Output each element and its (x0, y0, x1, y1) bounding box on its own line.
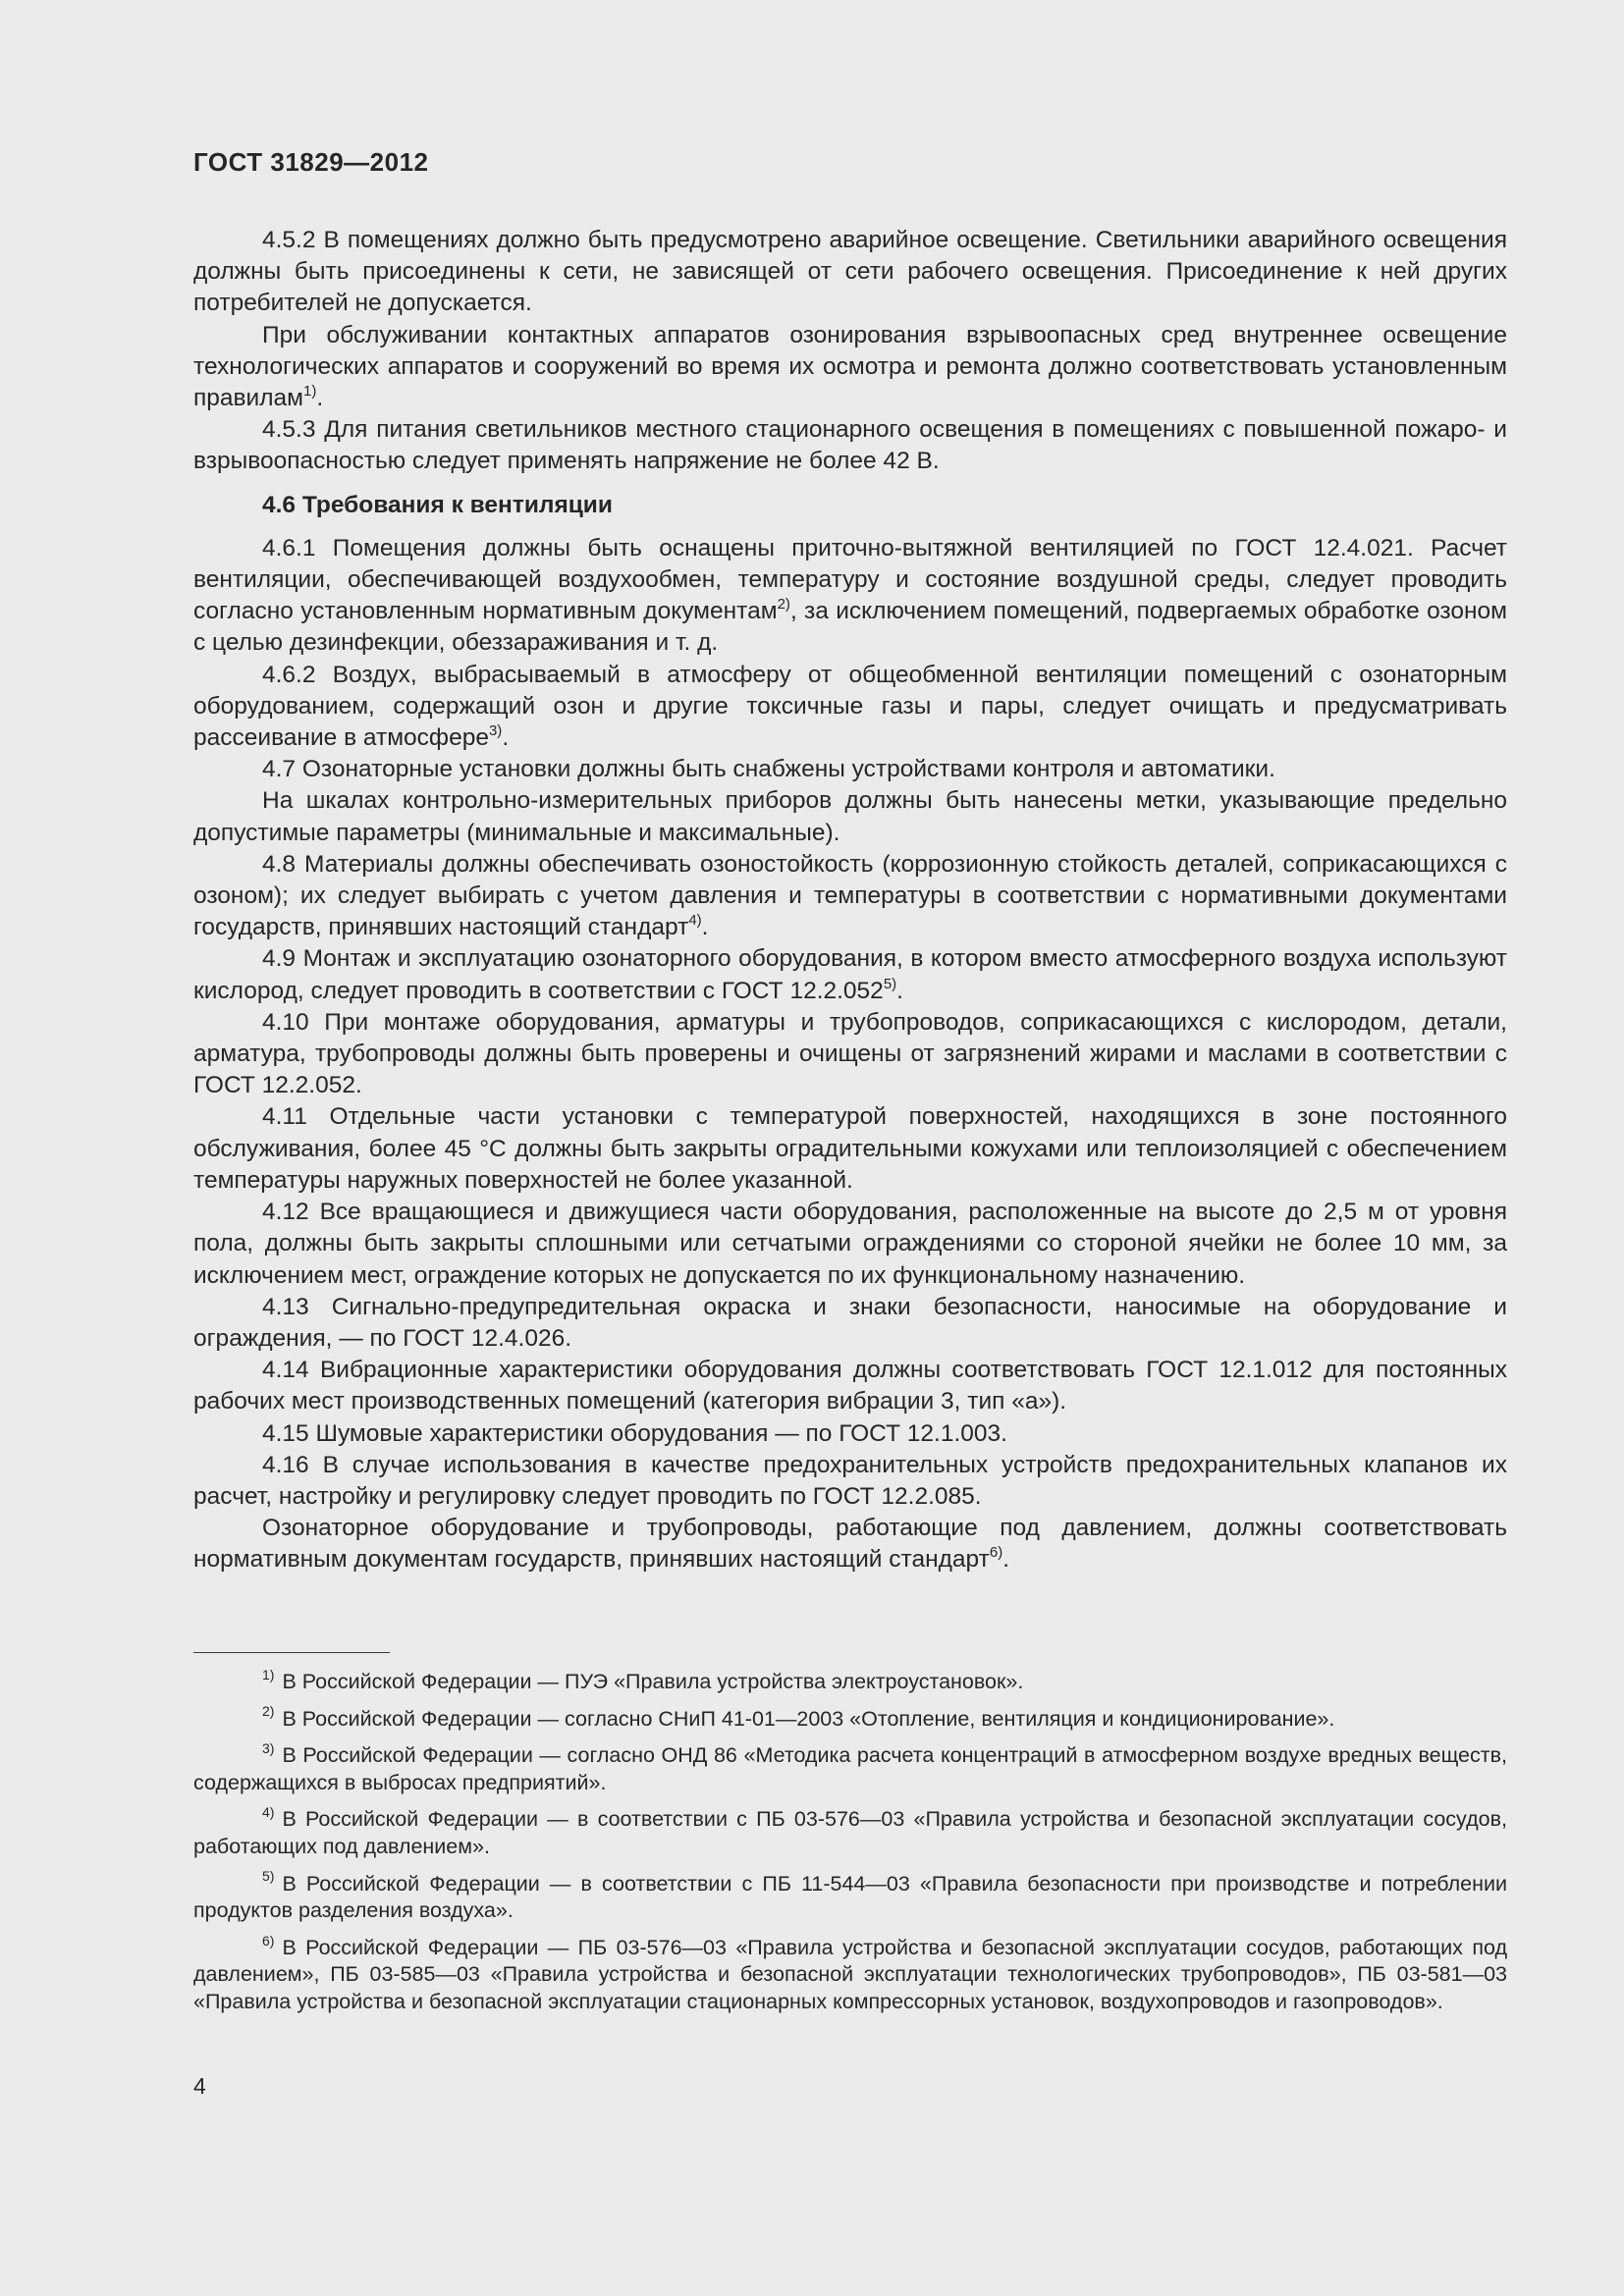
paragraph-4-14: 4.14 Вибрационные характеристики оборудования должны соответствовать ГОСТ 12.1.012 для постоянных рабочих мест производственных помещений (категория вибрации 3, тип «а»). (193, 1357, 1507, 1415)
paragraph-instrument-scales: На шкалах контрольно-измерительных приборов должны быть нанесены метки, указывающие предельно допустимые параметры (минимальные и максимальные). (193, 787, 1507, 846)
footnote-4: $^{4)}$ В Российской Федерации — в соответствии с ПБ 03-576—03 «Правила устройства и безопасной эксплуатации сосудов, работающих под давлением». (193, 1804, 1507, 1858)
paragraph-lighting-ozonation: При обслуживании контактных аппаратов озонирования взрывоопасных сред внутреннее освещение технологических аппаратов и сооружений во время их осмотра и ремонта должно соответствовать установленным правилам$^{1)}$. (193, 321, 1507, 412)
paragraph-4-5-3: 4.5.3 Для питания светильников местного стационарного освещения в помещениях с повышенной пожаро- и взрывоопасностью следует применять напряжение не более 42 В. (193, 416, 1507, 475)
footnote-ref-5[interactable]: 5) (883, 975, 897, 992)
paragraph-4-8: 4.8 Материалы должны обеспечивать озоностойкость (коррозионную стойкость деталей, соприкасающихся с озоном); их следует выбирать с учетом давления и температуры в соответствии с нормативными документами государств, принявших настоящий стандарт$^{4)}$. (193, 850, 1507, 941)
paragraph-4-9: 4.9 Монтаж и эксплуатацию озонаторного оборудования, в котором вместо атмосферного воздуха используют кислород, следует проводить в соответствии с ГОСТ 12.2.052$^{5)}$. (193, 945, 1507, 1004)
footnotes (193, 1666, 1507, 2026)
paragraph-4-5-2: 4.5.2 В помещениях должно быть предусмотрено аварийное освещение. Светильники аварийного освещения должны быть присоединены к сети, не зависящей от сети рабочего освещения. Присоединение к ней других потребителей не допускается. (193, 227, 1507, 317)
footnote-separator (193, 1652, 390, 1653)
paragraph-pressure-equipment: Озонаторное оборудование и трубопроводы, работающие под давлением, должны соответствовать нормативным документам государств, принявших настоящий стандарт$^{6)}$. (193, 1515, 1507, 1574)
body-text (193, 225, 1507, 1576)
footnote-5: $^{5)}$ В Российской Федерации — в соответствии с ПБ 11-544—03 «Правила безопасности при производстве и потреблении продуктов разделения воздуха». (193, 1868, 1507, 1923)
footnote-6: $^{6)}$ В Российской Федерации — ПБ 03-576—03 «Правила устройства и безопасной эксплуатации сосудов, работающих под давлением», ПБ 03-585—03 «Правила устройства и безопасной эксплуатации технологических трубопроводов», ПБ 03-581—03 «Правила устройства и безопасной эксплуатации стационарных компрессорных установок, воздухопроводов и газопроводов». (193, 1932, 1507, 2013)
section-heading-4-6: 4.6 Требования к вентиляции (262, 491, 613, 518)
footnote-ref-4[interactable]: 4) (688, 912, 702, 930)
footnote-ref-6[interactable]: 6) (989, 1544, 1003, 1562)
document-page (193, 0, 1507, 2296)
document-header: ГОСТ 31829—2012 (193, 147, 429, 177)
footnote-ref-3[interactable]: 3) (488, 721, 503, 739)
footnote-ref-2[interactable]: 2) (777, 596, 790, 614)
footnote-3: $^{3)}$ В Российской Федерации — согласно ОНД 86 «Методика расчета концентраций в атмосферном воздухе вредных веществ, содержащихся в выбросах предприятий». (193, 1740, 1507, 1794)
paragraph-4-16: 4.16 В случае использования в качестве предохранительных устройств предохранительных клапанов их расчет, настройку и регулировку следует проводить по ГОСТ 12.2.085. (193, 1451, 1507, 1510)
footnote-ref-1[interactable]: 1) (303, 382, 317, 400)
paragraph-4-12: 4.12 Все вращающиеся и движущиеся части оборудования, расположенные на высоте до 2,5 м от уровня пола, должны быть закрыты сплошными или сетчатыми ограждениями со стороной ячейки не более 10 мм, за исключением мест, ограждение которых не допускается по их функциональному назначению. (193, 1199, 1507, 1289)
paragraph-4-15: 4.15 Шумовые характеристики оборудования — по ГОСТ 12.1.003. (262, 1419, 1007, 1447)
paragraph-4-13: 4.13 Сигнально-предупредительная окраска и знаки безопасности, наносимые на оборудование и ограждения, — по ГОСТ 12.4.026. (193, 1293, 1507, 1352)
footnote-1: $^{1)}$ В Российской Федерации — ПУЭ «Правила устройства электроустановок». (262, 1666, 1024, 1693)
paragraph-4-6-2: 4.6.2 Воздух, выбрасываемый в атмосферу от общеобменной вентиляции помещений с озонаторным оборудованием, содержащий озон и другие токсичные газы и пары, следует очищать и предусматривать рассеивание в атмосфере$^{3)}$. (193, 661, 1507, 752)
footnote-2: $^{2)}$ В Российской Федерации — согласно СНиП 41-01—2003 «Отопление, вентиляция и кондиционирование». (262, 1703, 1335, 1731)
paragraph-4-6-1: 4.6.1 Помещения должны быть оснащены приточно-вытяжной вентиляцией по ГОСТ 12.4.021. Расчет вентиляции, обеспечивающей воздухообмен, температуру и состояние воздушной среды, следует проводить согласно установленным нормативным документам$^{2)}$, за исключением помещений, подвергаемых обработке озоном с целью дезинфекции, обеззараживания и т. д. (193, 534, 1507, 657)
paragraph-4-10: 4.10 При монтаже оборудования, арматуры и трубопроводов, соприкасающихся с кислородом, детали, арматура, трубопроводы должны быть проверены и очищены от загрязнений жирами и маслами в соответствии с ГОСТ 12.2.052. (193, 1008, 1507, 1099)
paragraph-4-7: 4.7 Озонаторные установки должны быть снабжены устройствами контроля и автоматики. (262, 756, 1275, 783)
paragraph-4-11: 4.11 Отдельные части установки с температурой поверхностей, находящихся в зоне постоянного обслуживания, более 45 °С должны быть закрыты оградительными кожухами или теплоизоляцией с обеспечением температуры наружных поверхностей не более указанной. (193, 1103, 1507, 1194)
page-number: 4 (193, 2073, 206, 2099)
